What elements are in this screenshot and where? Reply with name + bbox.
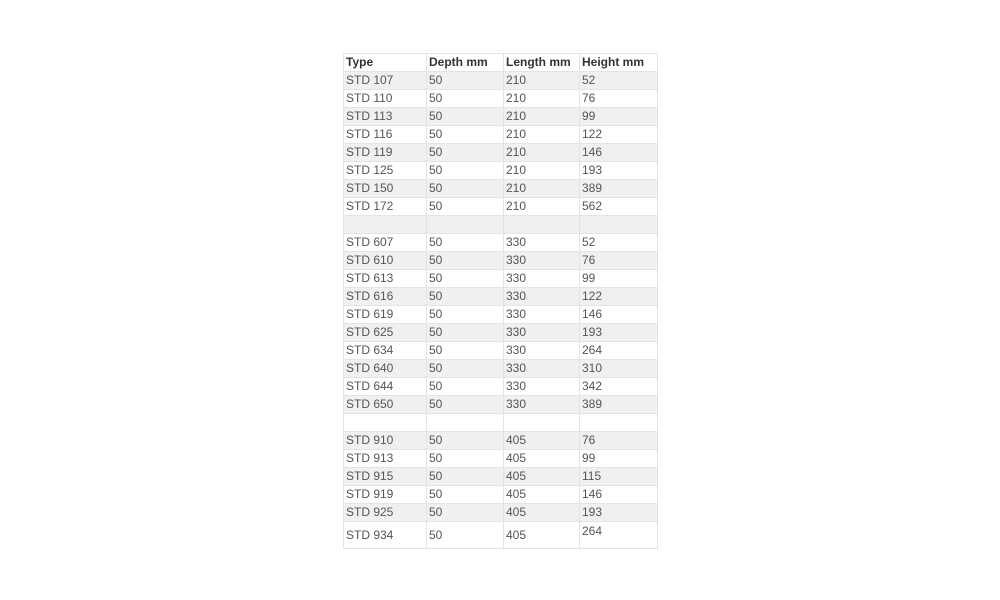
cell-height: 264: [580, 342, 658, 360]
cell-type: STD 616: [344, 288, 427, 306]
cell-length: 210: [504, 162, 580, 180]
cell-length: 405: [504, 504, 580, 522]
table-row: [344, 378, 658, 396]
table-row: [344, 126, 658, 144]
cell-height: 76: [580, 432, 658, 450]
cell-type: [344, 414, 427, 432]
table-row: [344, 450, 658, 468]
table-row: [344, 360, 658, 378]
cell-length: 330: [504, 342, 580, 360]
table-row: [344, 504, 658, 522]
cell-depth: 50: [427, 450, 504, 468]
cell-length: 330: [504, 288, 580, 306]
table-row: [344, 396, 658, 414]
header-row: [344, 54, 658, 72]
cell-height: 146: [580, 144, 658, 162]
cell-type: STD 913: [344, 450, 427, 468]
cell-type: STD 116: [344, 126, 427, 144]
cell-type: STD 107: [344, 72, 427, 90]
cell-height: [580, 414, 658, 432]
cell-depth: 50: [427, 432, 504, 450]
table-row: [344, 486, 658, 504]
cell-height: 122: [580, 288, 658, 306]
cell-type: STD 613: [344, 270, 427, 288]
cell-length: 405: [504, 486, 580, 504]
cell-height: 146: [580, 486, 658, 504]
table-row: [344, 216, 658, 234]
cell-height: 342: [580, 378, 658, 396]
cell-depth: 50: [427, 72, 504, 90]
header-type: Type: [344, 54, 427, 72]
cell-depth: 50: [427, 306, 504, 324]
cell-type: [344, 216, 427, 234]
cell-height: 99: [580, 108, 658, 126]
cell-length: 405: [504, 522, 580, 549]
cell-height: 76: [580, 90, 658, 108]
cell-depth: 50: [427, 144, 504, 162]
cell-height: [580, 216, 658, 234]
cell-height: 389: [580, 396, 658, 414]
cell-depth: 50: [427, 504, 504, 522]
table-header: [344, 54, 658, 72]
table-row: [344, 288, 658, 306]
cell-type: STD 150: [344, 180, 427, 198]
cell-height: 193: [580, 324, 658, 342]
table-row: [344, 72, 658, 90]
cell-depth: 50: [427, 342, 504, 360]
table-row: [344, 198, 658, 216]
cell-type: STD 625: [344, 324, 427, 342]
cell-depth: 50: [427, 486, 504, 504]
cell-length: 405: [504, 450, 580, 468]
cell-type: STD 619: [344, 306, 427, 324]
cell-type: STD 610: [344, 252, 427, 270]
cell-type: STD 640: [344, 360, 427, 378]
cell-height: 146: [580, 306, 658, 324]
cell-height: 52: [580, 234, 658, 252]
cell-depth: 50: [427, 162, 504, 180]
header-length: Length mm: [504, 54, 580, 72]
cell-depth: 50: [427, 522, 504, 549]
table-row: [344, 468, 658, 486]
cell-type: STD 634: [344, 342, 427, 360]
table-row: [344, 108, 658, 126]
cell-type: STD 915: [344, 468, 427, 486]
cell-length: [504, 216, 580, 234]
cell-type: STD 934: [344, 522, 427, 549]
cell-height: 310: [580, 360, 658, 378]
cell-height: 389: [580, 180, 658, 198]
cell-depth: 50: [427, 360, 504, 378]
cell-height: 52: [580, 72, 658, 90]
cell-length: 330: [504, 324, 580, 342]
table-row: [344, 252, 658, 270]
cell-length: 330: [504, 306, 580, 324]
cell-depth: 50: [427, 324, 504, 342]
cell-depth: 50: [427, 234, 504, 252]
cell-height: 562: [580, 198, 658, 216]
cell-length: 210: [504, 198, 580, 216]
cell-height: 99: [580, 450, 658, 468]
table-row: [344, 270, 658, 288]
header-depth: Depth mm: [427, 54, 504, 72]
table-row: [344, 144, 658, 162]
table-row: [344, 180, 658, 198]
cell-depth: 50: [427, 288, 504, 306]
table-row: [344, 342, 658, 360]
cell-type: STD 125: [344, 162, 427, 180]
cell-depth: 50: [427, 180, 504, 198]
cell-depth: 50: [427, 126, 504, 144]
cell-height: 115: [580, 468, 658, 486]
cell-type: STD 113: [344, 108, 427, 126]
cell-length: 405: [504, 432, 580, 450]
table-row: [344, 234, 658, 252]
cell-height: 193: [580, 162, 658, 180]
header-height: Height mm: [580, 54, 658, 72]
table-row: [344, 324, 658, 342]
cell-length: 210: [504, 144, 580, 162]
cell-type: STD 644: [344, 378, 427, 396]
cell-length: 330: [504, 252, 580, 270]
cell-depth: 50: [427, 90, 504, 108]
cell-type: STD 910: [344, 432, 427, 450]
cell-depth: 50: [427, 396, 504, 414]
cell-height: 76: [580, 252, 658, 270]
cell-length: 330: [504, 378, 580, 396]
cell-depth: 50: [427, 252, 504, 270]
cell-type: STD 650: [344, 396, 427, 414]
table-row: [344, 522, 658, 549]
cell-height: 99: [580, 270, 658, 288]
cell-depth: 50: [427, 108, 504, 126]
table-row: [344, 306, 658, 324]
cell-type: STD 172: [344, 198, 427, 216]
cell-length: 330: [504, 270, 580, 288]
dimensions-table: [343, 53, 658, 549]
cell-length: 210: [504, 108, 580, 126]
cell-length: 210: [504, 90, 580, 108]
cell-depth: 50: [427, 468, 504, 486]
cell-length: 405: [504, 468, 580, 486]
table-row: [344, 162, 658, 180]
cell-depth: 50: [427, 378, 504, 396]
cell-length: 210: [504, 180, 580, 198]
cell-length: 330: [504, 360, 580, 378]
cell-depth: 50: [427, 198, 504, 216]
cell-depth: [427, 216, 504, 234]
cell-length: 210: [504, 126, 580, 144]
table-body: [344, 72, 658, 549]
cell-height: 264: [580, 522, 658, 549]
cell-type: STD 110: [344, 90, 427, 108]
cell-type: STD 919: [344, 486, 427, 504]
cell-depth: 50: [427, 270, 504, 288]
cell-length: 210: [504, 72, 580, 90]
cell-length: 330: [504, 234, 580, 252]
cell-depth: [427, 414, 504, 432]
cell-length: 330: [504, 396, 580, 414]
table-row: [344, 90, 658, 108]
table-row: [344, 414, 658, 432]
cell-length: [504, 414, 580, 432]
cell-height: 122: [580, 126, 658, 144]
cell-type: STD 925: [344, 504, 427, 522]
table-row: [344, 432, 658, 450]
cell-type: STD 119: [344, 144, 427, 162]
cell-height: 193: [580, 504, 658, 522]
cell-type: STD 607: [344, 234, 427, 252]
